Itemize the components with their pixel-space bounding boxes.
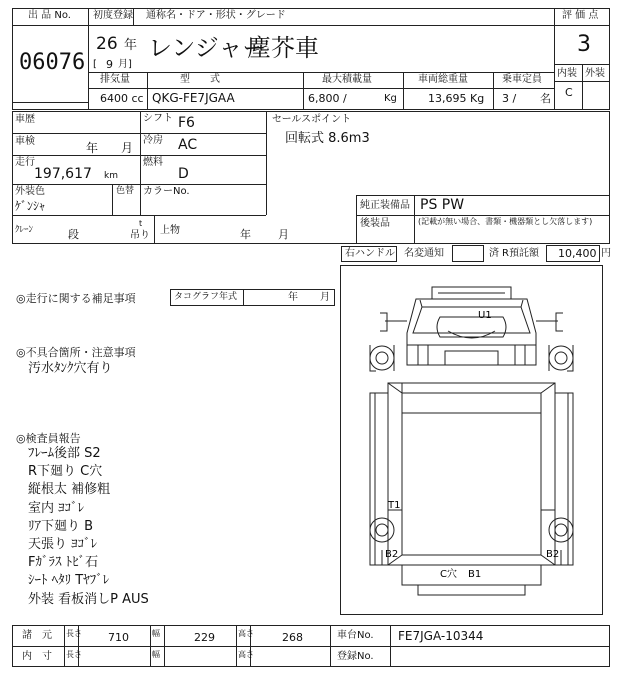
gvw: 13,695 Kg	[428, 92, 485, 105]
inspector-report-line: ﾘｱ下廻り B	[28, 518, 94, 534]
interior-grade-label: 内装	[557, 68, 577, 79]
mark-b1: B1	[468, 569, 482, 580]
inspector-report-line: Fｶﾞﾗｽ ﾄﾋﾞ石	[28, 555, 99, 571]
inspector-report-line: 外装 看板消しP AUS	[28, 591, 149, 607]
displacement-label: 排気量	[100, 74, 130, 85]
height-value: 268	[282, 631, 303, 644]
defects-text: 汚水ﾀﾝｸ穴有り	[28, 361, 113, 376]
ext-color: ｹﾞﾝｼｬ	[15, 199, 46, 213]
inspector-report-line: 室内 ﾖｺﾞﾚ	[28, 500, 85, 516]
chassis-label: 車台No.	[337, 630, 374, 641]
aftermarket-label: 後装品	[360, 218, 390, 229]
capacity-label: 乗車定員	[502, 74, 542, 85]
tacho-label: タコグラフ年式	[174, 292, 238, 302]
first-reg-label: 初度登録	[93, 10, 133, 21]
width-label: 幅	[152, 629, 160, 638]
capacity-unit: 名	[540, 92, 551, 105]
mileage-label: 走行	[15, 157, 35, 168]
recycle-unit: 円	[601, 248, 611, 259]
truck-diagram	[340, 265, 603, 615]
max-load-label: 最大積載量	[322, 74, 372, 85]
displacement: 6400 cc	[100, 92, 144, 105]
dims-label: 諸 元	[22, 630, 52, 641]
model-code: QKG-FE7JGAA	[152, 91, 235, 105]
exterior-grade-label: 外装	[585, 68, 605, 79]
inspector-title: ◎検査員報告	[16, 432, 81, 445]
reg-no-label: 登録No.	[337, 651, 374, 662]
color-no-label: カラーNo.	[143, 186, 190, 197]
genuine-equipment: PS PW	[420, 197, 465, 213]
lot-no-label: 出 品 No.	[28, 10, 71, 21]
lot-no: 06076	[19, 50, 86, 75]
crane-label: ｸﾚｰﾝ	[15, 225, 34, 235]
shift-label: シフト	[143, 113, 173, 124]
defects-title: ◎不具合箇所・注意事項	[16, 346, 136, 359]
title-label: 通称名・ドア・形状・グレード	[146, 10, 286, 21]
name-change-label: 名変通知	[404, 248, 444, 259]
history-label: 車歴	[15, 114, 35, 125]
upper-year-unit: 年	[240, 228, 251, 241]
tacho-year-unit: 年	[288, 292, 298, 303]
inspector-report-line: 縦根太 補修粗	[28, 482, 111, 498]
length-label: 長さ	[66, 629, 82, 638]
body-type: 塵芥車	[247, 34, 319, 62]
rhd-label: 右ハンドル	[345, 248, 395, 259]
inner-length-label: 長さ	[66, 650, 82, 659]
recycle-label: R預託額	[502, 248, 539, 259]
inner-width-label: 幅	[152, 650, 160, 659]
interior-grade: C	[565, 86, 573, 99]
max-load: 6,800 /	[308, 92, 347, 105]
crane-tons-top: t	[139, 219, 143, 228]
crane-stage: 段	[68, 228, 79, 241]
inspection-year-unit: 年	[86, 141, 99, 155]
ac: AC	[178, 137, 198, 153]
running-notes-title: ◎走行に関する補足事項	[16, 292, 136, 305]
inner-height-label: 高さ	[238, 650, 254, 659]
color-change-label: 色替	[116, 186, 135, 196]
tacho-month-unit: 月	[320, 292, 330, 303]
height-label: 高さ	[238, 629, 254, 638]
inspection-month-unit: 月	[121, 141, 134, 155]
model-code-label: 型 式	[180, 74, 220, 85]
shift: F6	[178, 115, 195, 131]
sales-point-label: セールスポイント	[272, 114, 352, 125]
upper-month-unit: 月	[278, 228, 289, 241]
width-value: 229	[194, 631, 215, 644]
sales-point-text: 回転式 8.6m3	[285, 131, 370, 146]
ac-label: 冷房	[143, 135, 163, 146]
mileage-unit: km	[104, 171, 118, 181]
inspector-report-line: R下廻り C穴	[28, 464, 103, 480]
reg-year-unit: 年	[124, 38, 138, 53]
recycle-prefix: 済	[489, 248, 499, 259]
crane-tons: 吊り	[130, 230, 150, 241]
inspector-report-line: 天張り ﾖｺﾞﾚ	[28, 537, 98, 552]
mark-c-hole: C穴	[440, 569, 457, 580]
mark-b2-left: B2	[385, 549, 399, 560]
aftermarket-note: (記載が無い場合、書類・機器類とし欠落します)	[418, 217, 593, 226]
fuel-label: 燃料	[143, 157, 163, 168]
genuine-equipment-label: 純正装備品	[360, 200, 410, 211]
name-change-box	[452, 245, 484, 262]
chassis-no: FE7JGA-10344	[398, 629, 484, 643]
recycle-amount: 10,400	[558, 247, 597, 260]
length-value: 710	[108, 631, 129, 644]
reg-month-unit: 月]	[118, 59, 132, 70]
gvw-label: 車両総重量	[418, 74, 468, 85]
reg-month: 9	[106, 58, 113, 71]
reg-month-open: [	[93, 59, 97, 70]
reg-year: 26	[96, 34, 118, 54]
inspector-report-line: ｼｰﾄ ﾍﾀﾘ Tﾔﾌﾞﾚ	[28, 573, 110, 589]
fuel: D	[178, 166, 189, 182]
capacity: 3 /	[502, 92, 517, 105]
max-load-unit: Kg	[384, 93, 397, 104]
mark-u1: U1	[478, 310, 492, 321]
model-name: レンジャー	[148, 34, 267, 62]
rating-label: 評 価 点	[562, 10, 599, 21]
inspector-report-line: ﾌﾚｰﾑ後部 S2	[28, 446, 101, 461]
inner-dims-label: 内 寸	[22, 651, 52, 662]
rating-value: 3	[577, 32, 591, 57]
mark-b2-right: B2	[546, 549, 560, 560]
mark-t1: T1	[388, 500, 401, 511]
mileage: 197,617	[34, 166, 92, 182]
ext-color-label: 外装色	[15, 186, 45, 197]
upper-body-label: 上物	[160, 225, 180, 236]
inspection-label: 車検	[15, 136, 35, 147]
